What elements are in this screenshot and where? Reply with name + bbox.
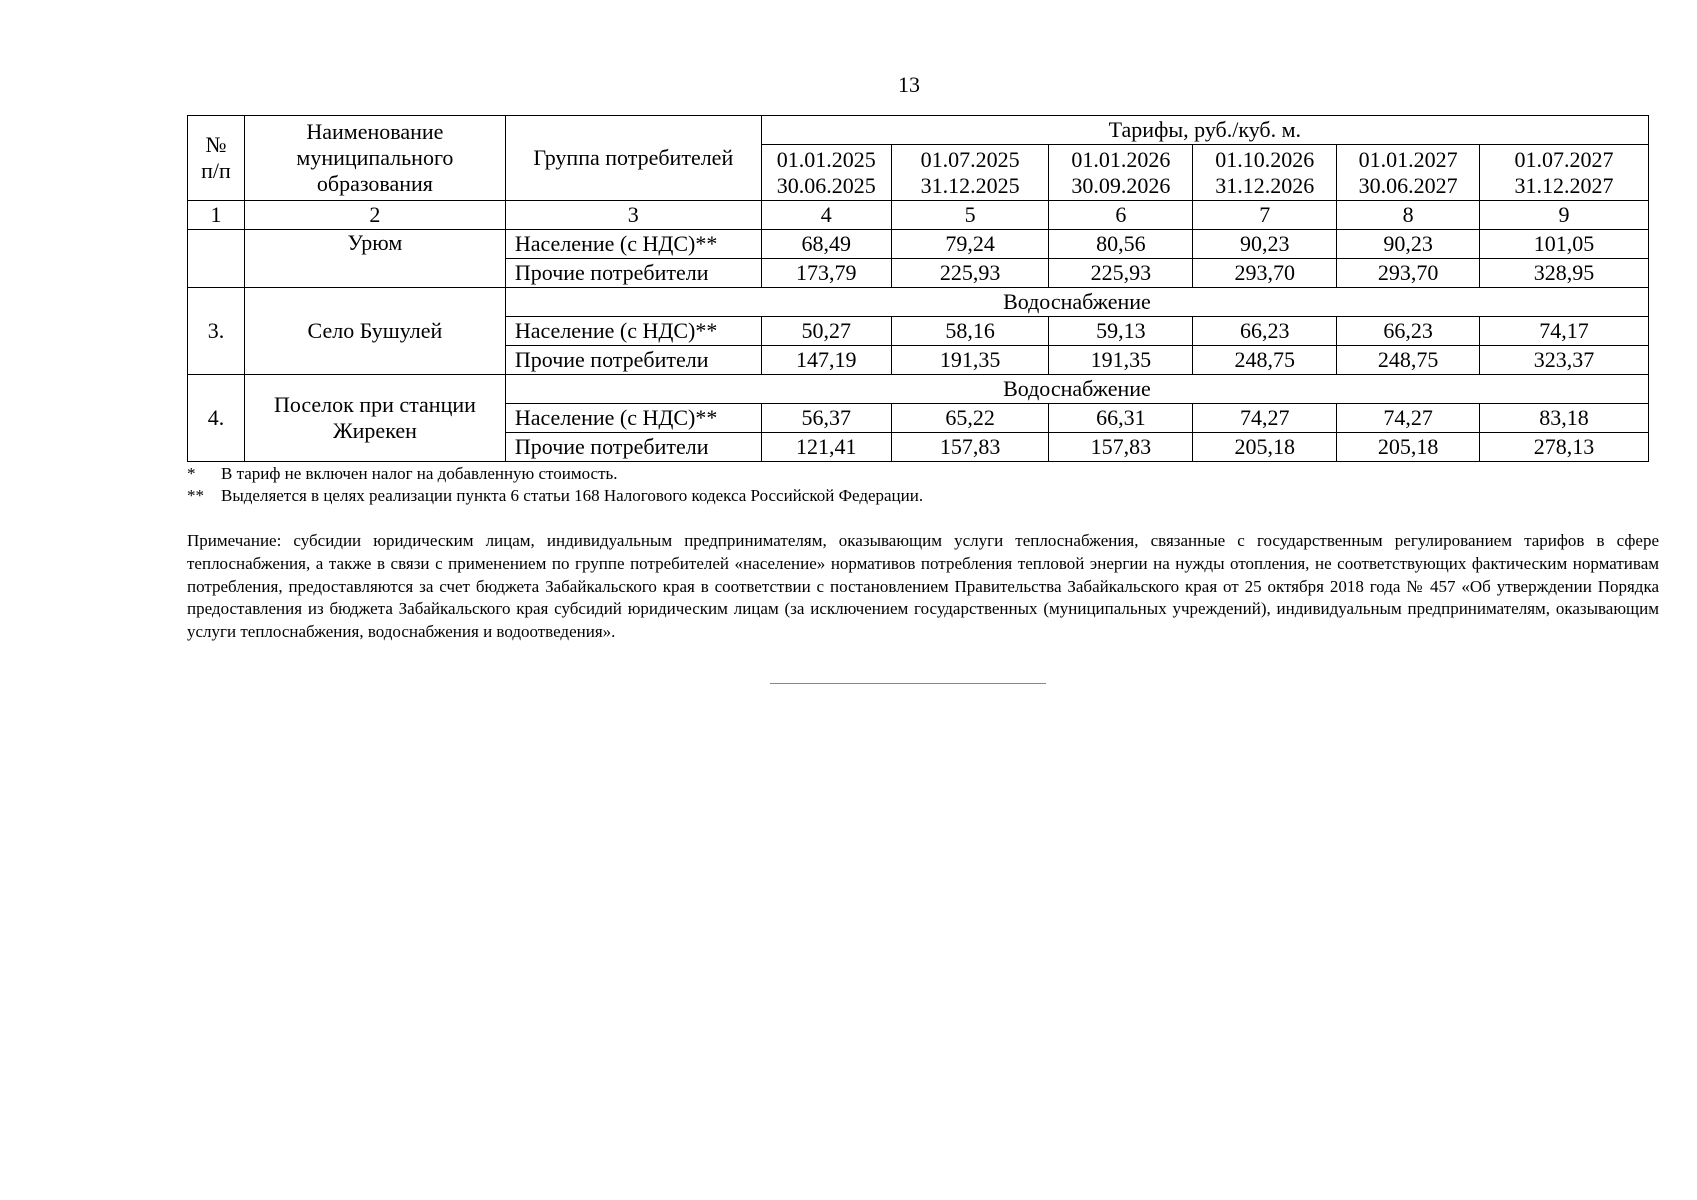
table-row: [188, 201, 1649, 230]
tariff-value: 225,93: [1049, 259, 1193, 288]
consumer-group: Население (с НДС)**: [505, 230, 761, 259]
tariff-value: 278,13: [1480, 433, 1649, 462]
period-from: 01.07.2025: [920, 146, 1020, 172]
row-number: 3.: [188, 288, 245, 375]
municipality-name: Урюм: [244, 230, 505, 288]
period-from: 01.07.2027: [1514, 146, 1614, 172]
period-to: 31.12.2026: [1215, 172, 1315, 198]
footnotes: [187, 463, 1587, 507]
consumer-group: Население (с НДС)**: [505, 404, 761, 433]
tariff-value: 66,23: [1193, 317, 1337, 346]
tariff-value: 157,83: [891, 433, 1049, 462]
tariff-value: 173,79: [761, 259, 891, 288]
tariff-value: 191,35: [1049, 346, 1193, 375]
period-to: 31.12.2025: [920, 172, 1020, 198]
header-period: [891, 145, 1049, 201]
end-divider: [770, 683, 1046, 684]
period-from: 01.01.2025: [776, 146, 876, 172]
table-row: [188, 116, 1649, 145]
column-number: 1: [188, 201, 245, 230]
consumer-group: Население (с НДС)**: [505, 317, 761, 346]
period-to: 30.06.2027: [1358, 172, 1458, 198]
column-number: 2: [244, 201, 505, 230]
tariff-value: 323,37: [1480, 346, 1649, 375]
column-number: 9: [1480, 201, 1649, 230]
period-from: 01.01.2027: [1358, 146, 1458, 172]
tariff-value: 293,70: [1337, 259, 1480, 288]
footnote-mark: **: [187, 486, 204, 505]
footnote-text: Выделяется в целях реализации пункта 6 статьи 168 Налогового кодекса Российской Федерации.: [221, 486, 924, 505]
tariff-value: 68,49: [761, 230, 891, 259]
row-number: [188, 230, 245, 288]
table-row: [188, 375, 1649, 404]
note-paragraph: Примечание: субсидии юридическим лицам, индивидуальным предпринимателям, оказывающим услуги теплоснабжения, связанные с государственным регулированием тарифов в сфере теплоснабжения, а также в связи с применением по группе потребителей «население» нормативов потребления тепловой энергии на нужды отопления, не соответствующих фактическим нормативам потребления, предоставляются за счет бюджета Забайкальского края в соответствии с постановлением Правительства Забайкальского края от 25 октября 2018 года № 457 «Об утверждении Порядка предоставления из бюджета Забайкальского края субсидий юридическим лицам (за исключением государственных (муниципальных учреждений), индивидуальным предпринимателям, оказывающим услуги теплоснабжения, водоснабжения и водоотведения».: [187, 531, 1659, 642]
municipality-name: Поселок при станции Жирекен: [244, 375, 505, 462]
column-number: 3: [505, 201, 761, 230]
tariff-value: 50,27: [761, 317, 891, 346]
tariff-value: 248,75: [1337, 346, 1480, 375]
column-number: 7: [1193, 201, 1337, 230]
header-period: [1337, 145, 1480, 201]
header-no: № п/п: [188, 116, 245, 201]
tariff-value: 80,56: [1049, 230, 1193, 259]
tariff-value: 66,31: [1049, 404, 1193, 433]
period-to: 30.06.2025: [776, 172, 876, 198]
section-title: Водоснабжение: [505, 375, 1648, 404]
tariff-value: 205,18: [1337, 433, 1480, 462]
tariff-value: 225,93: [891, 259, 1049, 288]
tariff-value: 293,70: [1193, 259, 1337, 288]
footnote: [187, 463, 1587, 485]
header-period: [761, 145, 891, 201]
tariff-value: 157,83: [1049, 433, 1193, 462]
table-row: [188, 288, 1649, 317]
column-number: 8: [1337, 201, 1480, 230]
tariff-value: 58,16: [891, 317, 1049, 346]
column-number: 5: [891, 201, 1049, 230]
tariff-value: 66,23: [1337, 317, 1480, 346]
tariff-value: 147,19: [761, 346, 891, 375]
table-row: [188, 230, 1649, 259]
tariff-value: 101,05: [1480, 230, 1649, 259]
footnote: [187, 485, 1587, 507]
tariff-value: 205,18: [1193, 433, 1337, 462]
tariff-table: [187, 115, 1649, 462]
footnote-mark: *: [187, 464, 196, 483]
header-period: [1049, 145, 1193, 201]
consumer-group: Прочие потребители: [505, 433, 761, 462]
header-period: [1480, 145, 1649, 201]
tariff-value: 90,23: [1193, 230, 1337, 259]
page-number: 13: [898, 72, 920, 97]
tariff-value: 74,27: [1337, 404, 1480, 433]
tariff-value: 74,17: [1480, 317, 1649, 346]
column-number: 6: [1049, 201, 1193, 230]
consumer-group: Прочие потребители: [505, 259, 761, 288]
tariff-value: 248,75: [1193, 346, 1337, 375]
tariff-value: 74,27: [1193, 404, 1337, 433]
period-to: 30.09.2026: [1071, 172, 1171, 198]
column-number: 4: [761, 201, 891, 230]
consumer-group: Прочие потребители: [505, 346, 761, 375]
header-tariffs: Тарифы, руб./куб. м.: [761, 116, 1648, 145]
tariff-value: 328,95: [1480, 259, 1649, 288]
period-from: 01.01.2026: [1071, 146, 1171, 172]
header-period: [1193, 145, 1337, 201]
period-from: 01.10.2026: [1215, 146, 1315, 172]
period-to: 31.12.2027: [1514, 172, 1614, 198]
header-group: Группа потребителей: [505, 116, 761, 201]
tariff-value: 121,41: [761, 433, 891, 462]
municipality-name: Село Бушулей: [244, 288, 505, 375]
tariff-value: 79,24: [891, 230, 1049, 259]
row-number: 4.: [188, 375, 245, 462]
tariff-value: 90,23: [1337, 230, 1480, 259]
header-name: Наименование муниципального образования: [244, 116, 505, 201]
footnote-text: В тариф не включен налог на добавленную стоимость.: [221, 464, 618, 483]
tariff-value: 83,18: [1480, 404, 1649, 433]
tariff-value: 191,35: [891, 346, 1049, 375]
tariff-value: 56,37: [761, 404, 891, 433]
section-title: Водоснабжение: [505, 288, 1648, 317]
tariff-value: 65,22: [891, 404, 1049, 433]
tariff-value: 59,13: [1049, 317, 1193, 346]
